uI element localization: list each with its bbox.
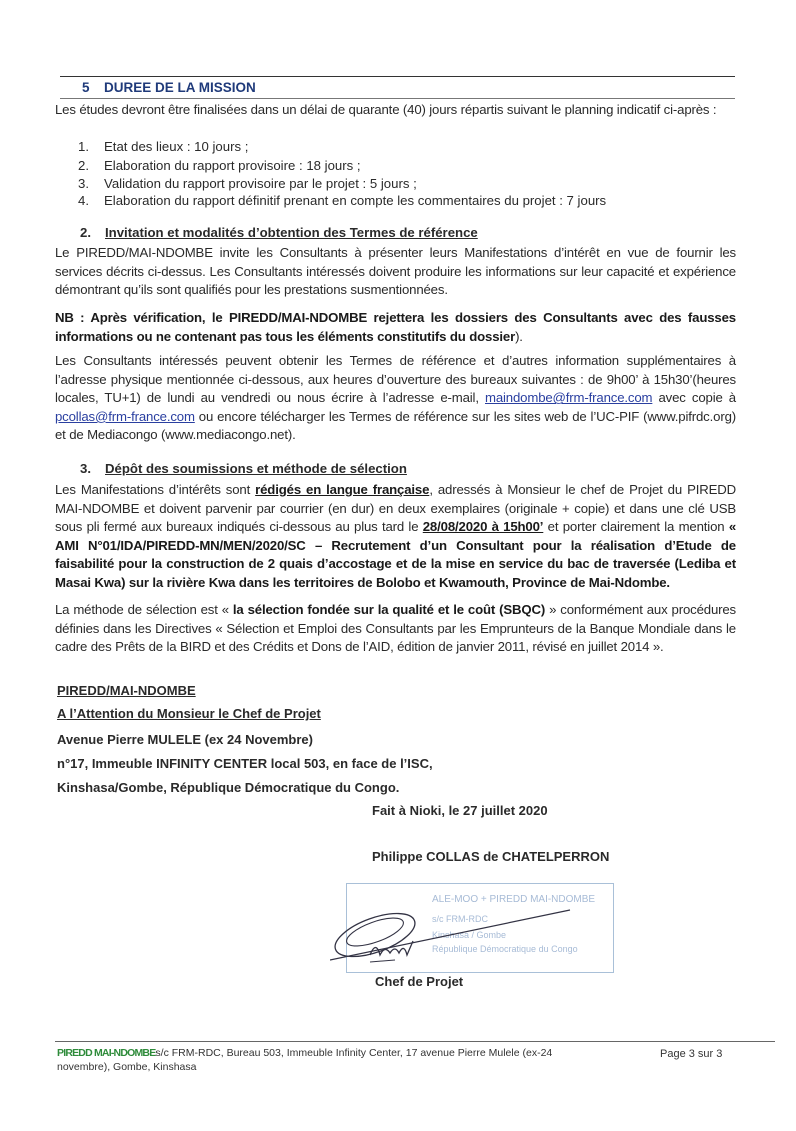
nb-bold: fausses informations ou ne contenant pas tous les éléments constitutifs du dossier xyxy=(55,310,736,344)
section-title: DUREE DE LA MISSION xyxy=(104,80,256,95)
stamp-text: Kinshasa / Gombe xyxy=(432,930,507,940)
section-title: Dépôt des soumissions et méthode de sélection xyxy=(105,461,407,476)
text: , adressés à Monsieur le chef de Projet du PIREDD MAI-NDOMBE et doivent parvenir par courrier (en dur) en deux exemplaires (originale + copie) et dans une clé USB sous pli fermé aux bureaux indiqués ci-dessous au plus tard le xyxy=(55,482,736,535)
deadline: 28/08/2020 à 15h00’ xyxy=(422,519,544,535)
top-rule xyxy=(60,76,735,77)
list-number: 1. xyxy=(78,139,89,154)
nb-bold: les dossiers des Consultants xyxy=(430,310,618,325)
duration-intro: Les études devront être finalisées dans un délai de quarante (40) jours répartis suivant le planning indicatif ci-après : xyxy=(55,102,717,117)
list-number: 3. xyxy=(78,176,89,191)
address-city: Kinshasa/Gombe, République Démocratique du Congo. xyxy=(57,780,400,795)
page-number: Page 3 sur 3 xyxy=(660,1048,723,1060)
text: Les Manifestations d’intérêts sont xyxy=(55,482,256,497)
selection-method-paragraph xyxy=(55,601,736,657)
heading-rule xyxy=(60,98,735,99)
footer-rule xyxy=(55,1041,775,1042)
nb-bold: avec des xyxy=(617,310,688,325)
section-title: Invitation et modalités d’obtention des Termes de référence xyxy=(105,225,478,240)
list-text: Elaboration du rapport provisoire : 18 jours ; xyxy=(104,158,361,173)
list-number: 2. xyxy=(78,158,89,173)
text: avec copie à xyxy=(652,390,736,406)
email-link-pcollas[interactable]: pcollas@frm-france.com xyxy=(55,408,195,424)
submission-paragraph xyxy=(55,481,736,593)
section-5-heading xyxy=(82,80,256,95)
footer-address xyxy=(57,1046,597,1074)
footer-text: s/c FRM-RDC, Bureau 503, Immeuble Infinity Center, 17 avenue Pierre Mulele (ex-24 novembre), Gombe, Kinshasa xyxy=(57,1047,553,1073)
section-2-heading xyxy=(80,225,478,240)
text: » conformément aux procédures définies dans les Directives « Sélection et Emploi des Consultants par les Emprunteurs de la Banque Mondiale dans le cadre des Prêts de la BIRD et des Crédits et Dons de l’AID, édition de janvier 2011, révisé en juillet 2014 ». xyxy=(55,602,736,655)
footer-brand: PIREDD MAI-NDOMBE xyxy=(57,1047,156,1059)
list-item xyxy=(78,138,248,156)
language-requirement: rédigés en langue française xyxy=(255,482,430,497)
list-text: Validation du rapport provisoire par le projet : 5 jours ; xyxy=(104,176,417,191)
list-text: Elaboration du rapport définitif prenant en compte les commentaires du projet : 7 jours xyxy=(104,193,607,208)
address-building: n°17, Immeuble INFINITY CENTER local 503, en face de l’ISC, xyxy=(57,756,433,771)
list-item xyxy=(78,175,417,193)
section-number: 3. xyxy=(80,461,91,476)
invitation-paragraph: Le PIREDD/MAI-NDOMBE invite les Consultants à présenter leurs Manifestations d’intérêt en vue de fournir les services décrits ci-dessus. Les Consultants intéressés doivent produire les informations sur leur capacité et expérience démontrant qu’ils sont qualifiés pour les prestations susmentionnées. xyxy=(55,245,736,298)
ami-reference: « AMI N°01/IDA/PIREDD-MN/MEN/2020/SC – Recrutement d’un Consultant pour la réalisation d’Etude de faisabilité pour la construction de 2 quais d’accostage et de la mise en service du bac de traversée (Lediba et Masai Kwa) sur la rivière Kwa dans les territoires de Bolobo et Kwamouth, Province de Mai-Ndombe. xyxy=(55,519,736,590)
signatory-role: Chef de Projet xyxy=(375,974,464,989)
section-3-heading xyxy=(80,461,407,476)
stamp-text: s/c FRM-RDC xyxy=(432,914,488,924)
list-text: Etat des lieux : 10 jours ; xyxy=(104,139,249,154)
handwritten-signature xyxy=(330,890,600,970)
address-street: Avenue Pierre MULELE (ex 24 Novembre) xyxy=(57,732,313,747)
address-org: PIREDD/MAI-NDOMBE xyxy=(57,683,196,698)
tor-paragraph xyxy=(55,352,736,445)
stamp-text: ALE-MOO + PIREDD MAI-NDOMBE xyxy=(432,894,596,905)
address-attention: A l’Attention du Monsieur le Chef de Projet xyxy=(57,706,321,721)
list-item xyxy=(78,192,606,210)
text: et porter clairement la mention xyxy=(543,519,729,535)
section-number: 2. xyxy=(80,225,91,240)
signatory-name: Philippe COLLAS de CHATELPERRON xyxy=(372,849,610,864)
nb-end: ). xyxy=(515,328,523,344)
nb-paragraph xyxy=(55,309,736,346)
list-number: 4. xyxy=(78,193,89,208)
text: ou encore télécharger les Termes de référence sur les sites web de l’UC-PIF (www.pifrdc.org) et de Mediacongo (www.mediacongo.net). xyxy=(55,408,736,443)
section-number: 5 xyxy=(82,80,90,95)
email-link-maindombe[interactable]: maindombe@frm-france.com xyxy=(485,390,653,406)
selection-method: la sélection fondée sur la qualité et le coût (SBQC) xyxy=(232,602,546,617)
nb-bold: rejettera xyxy=(367,310,431,325)
nb-bold: NB : Après vérification, le PIREDD/MAI-NDOMBE xyxy=(55,310,368,325)
place-date: Fait à Nioki, le 27 juillet 2020 xyxy=(372,803,548,818)
text: Les Consultants intéressés peuvent obtenir les Termes de référence et d’autres information supplémentaires à l’adresse physique mentionnée ci-dessous, aux heures d’ouverture des bureaux suivantes : de 9h00’ à 15h30’(heures locales, TU+1) de lundi au vendredi ou nous écrire à l’adresse e-mail, xyxy=(55,353,736,406)
text: La méthode de sélection est « xyxy=(55,602,233,617)
list-item xyxy=(78,157,361,175)
stamp-text: République Démocratique du Congo xyxy=(432,944,578,954)
